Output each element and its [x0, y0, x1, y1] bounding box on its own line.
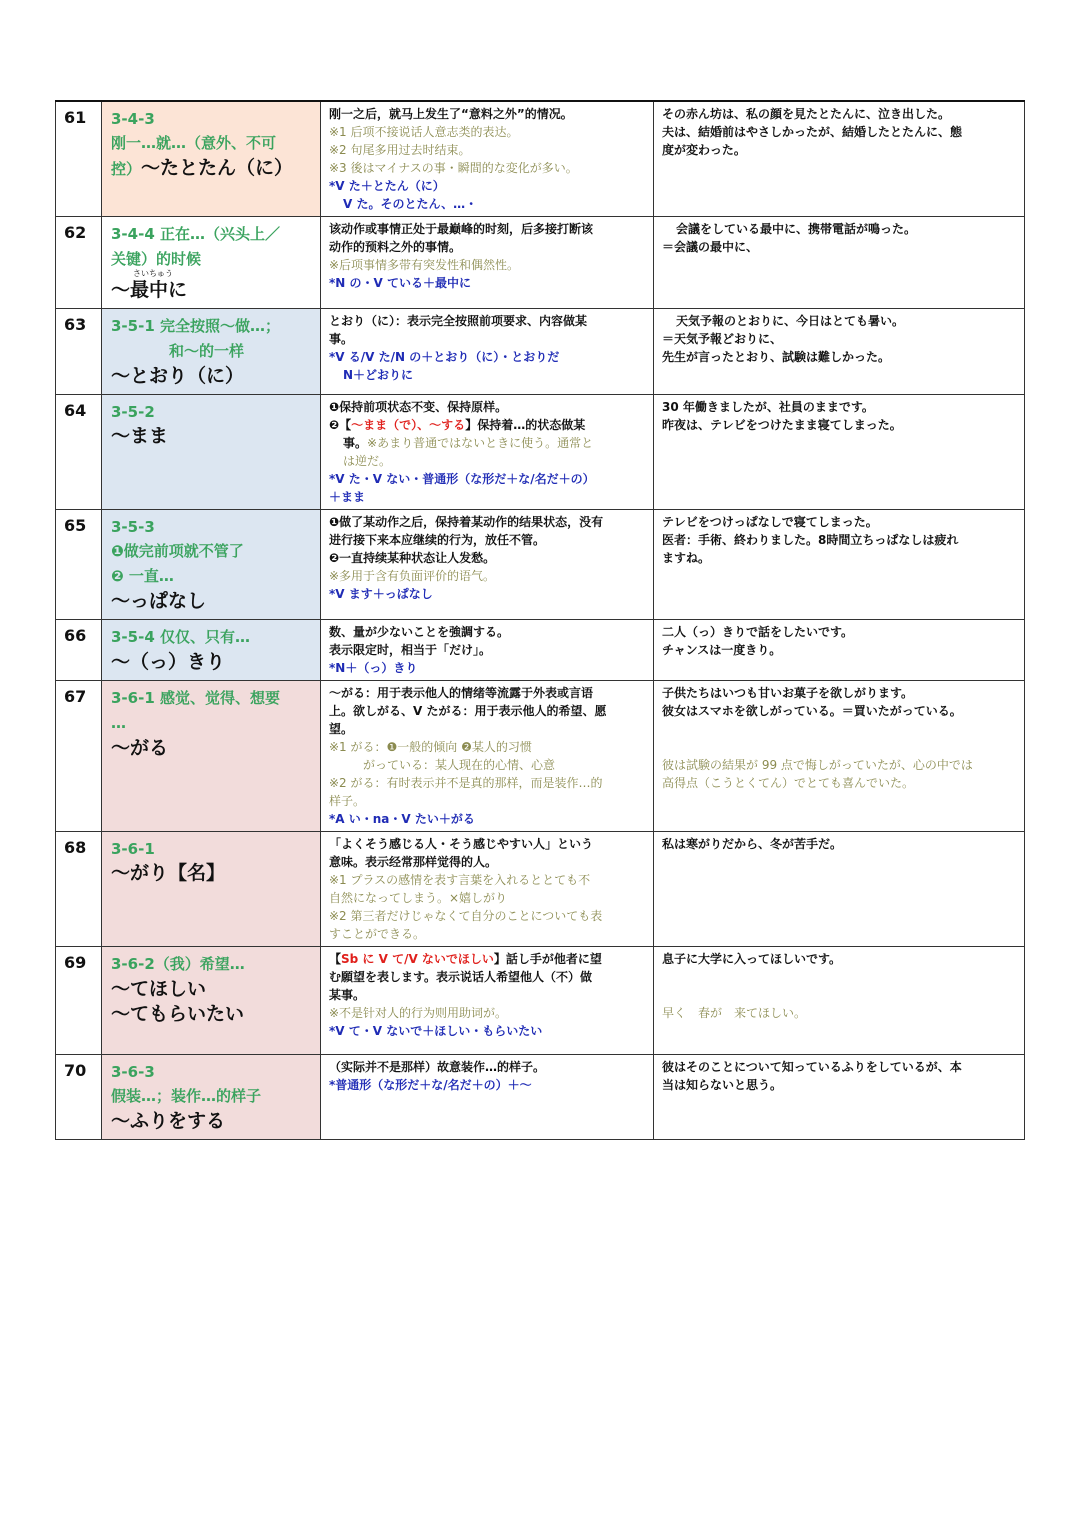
- explanation-cell: [321, 947, 654, 1055]
- example-line: 昨夜は、テレビをつけたまま寝てしまった。: [662, 418, 902, 432]
- grammar-form: [111, 156, 311, 182]
- grammar-meaning: 假装…；装作…的样子: [111, 1087, 262, 1105]
- spacer: [662, 968, 1016, 1004]
- explanation-line: [329, 950, 645, 968]
- usage-line: *V る/V た/N の＋とおり（に）・とおりだ: [329, 350, 560, 364]
- row-number: 65: [56, 510, 102, 620]
- note-text: ※あまり普通ではないときに使う。通常と: [367, 436, 594, 450]
- usage-line: *V た＋とたん（に）: [329, 179, 445, 193]
- example-line: 会議をしている最中に、携帯電話が鳴った。: [676, 222, 917, 236]
- example-line: 息子に大学に入ってほしいです。: [662, 952, 842, 966]
- example-cell: [654, 510, 1025, 620]
- example-line: 彼は試験の結果が 99 点で悔しがっていたが、心の中では: [662, 758, 973, 772]
- grammar-code: 3-6-1: [111, 689, 155, 707]
- highlight-pattern: ～まま（で）、～する: [351, 418, 466, 432]
- usage-line: *A い・na・V たい＋がる: [329, 812, 475, 826]
- example-line: 彼はそのことについて知っているふりをしているが、本: [662, 1060, 962, 1074]
- example-line: 先生が言ったとおり、試験は難しかった。: [662, 350, 891, 364]
- example-cell: [654, 832, 1025, 947]
- grammar-meaning-text: 完全按照～做…；: [160, 317, 281, 335]
- grammar-form: [111, 269, 311, 303]
- explanation-line: 某事。: [329, 988, 366, 1002]
- explanation-line: 表示限定时，相当于「だけ」。: [329, 643, 492, 657]
- explanation-text: 】話し手が他者に望: [493, 952, 602, 966]
- spacer: [662, 720, 1016, 756]
- grammar-cell: [102, 620, 321, 681]
- grammar-code: 3-4-3: [111, 110, 155, 128]
- note-line: ※1 がる：❶一般的倾向 ❷某人的习惯: [329, 740, 532, 754]
- explanation-line: とおり（に）：表示完全按照前项要求、内容做某: [329, 314, 588, 328]
- explanation-line: [329, 416, 645, 434]
- example-line: 30 年働きましたが、社員のままです。: [662, 400, 874, 414]
- grammar-meaning: …: [111, 714, 126, 732]
- grammar-pattern: ～まま: [111, 425, 169, 447]
- row-number: 64: [56, 395, 102, 510]
- example-cell: [654, 620, 1025, 681]
- explanation-cell: [321, 309, 654, 395]
- grammar-code: 3-4-4: [111, 225, 155, 243]
- explanation-line: 事。: [329, 332, 354, 346]
- table-row: [56, 620, 1025, 681]
- example-cell: [654, 681, 1025, 832]
- example-cell: [654, 309, 1025, 395]
- grammar-meaning: [111, 222, 311, 247]
- usage-line: *普通形（な形だ＋な/名だ＋の）＋～: [329, 1078, 532, 1092]
- explanation-cell: [321, 510, 654, 620]
- explanation-line: 进行接下来本应继续的行为，放任不管。: [329, 533, 546, 547]
- explanation-line: 刚一之后，就马上发生了“意料之外”的情况。: [329, 107, 573, 121]
- example-cell: [654, 1055, 1025, 1140]
- note-line: 样子。: [329, 794, 366, 808]
- grammar-meaning: ❷ 一直…: [111, 567, 174, 585]
- note-line: ※多用于含有负面评价的语气。: [329, 569, 496, 583]
- usage-line: *V て・V ないで＋ほしい・もらいたい: [329, 1024, 543, 1038]
- note-line: すことができる。: [329, 927, 426, 941]
- grammar-meaning-text: （我）希望…: [154, 955, 245, 973]
- table-row: [56, 395, 1025, 510]
- usage-line: *N の・V ている＋最中に: [329, 276, 471, 290]
- grammar-cell: [102, 101, 321, 217]
- note-line: ※1 プラスの感情を表す言葉を入れるととても不: [329, 873, 591, 887]
- explanation-text: 】保持着…的状态做某: [465, 418, 586, 432]
- grammar-meaning: [111, 625, 311, 650]
- example-line: 高得点（こうとくてん）でとても喜んでいた。: [662, 776, 915, 790]
- example-line: 私は寒がりだから、冬が苦手だ。: [662, 837, 843, 851]
- example-line: 医者：手術、終わりました。8時間立ちっぱなしは疲れ: [662, 533, 959, 547]
- table-row: [56, 1055, 1025, 1140]
- table-row: [56, 832, 1025, 947]
- example-line: 度が変わった。: [662, 143, 746, 157]
- example-line: ＝天気予報どおりに、: [662, 332, 783, 346]
- grammar-code: 3-6-3: [111, 1063, 155, 1081]
- grammar-pattern: ～がり【名】: [111, 862, 226, 884]
- table-row: [56, 510, 1025, 620]
- grammar-pattern: ～最中に: [111, 279, 188, 301]
- note-line: ※2 句尾多用过去时结束。: [329, 143, 471, 157]
- note-line: ※3 後はマイナスの事・瞬間的な変化が多い。: [329, 161, 578, 175]
- usage-line: *V た・V ない・普通形（な形だ＋な/名だ＋の）: [329, 472, 595, 486]
- grammar-meaning-text: 正在…（兴头上／: [160, 225, 281, 243]
- grammar-code: 3-5-2: [111, 403, 155, 421]
- grammar-pattern: ～ふりをする: [111, 1110, 226, 1132]
- note-line: ※2 がる：有时表示并不是真的那样，而是装作…的: [329, 776, 603, 790]
- grammar-cell: [102, 681, 321, 832]
- grammar-code: 3-6-2: [111, 955, 155, 973]
- explanation-line: 上。欲しがる、V たがる：用于表示他人的希望、愿: [329, 704, 607, 718]
- grammar-code: 3-5-3: [111, 518, 155, 536]
- row-number: 66: [56, 620, 102, 681]
- note-line: ※2 第三者だけじゃなくて自分のことについても表: [329, 909, 603, 923]
- explanation-line: ❶保持前项状态不变、保持原样。: [329, 400, 508, 414]
- explanation-cell: [321, 101, 654, 217]
- grammar-table: [55, 100, 1025, 1140]
- grammar-pattern: ～とおり（に）: [111, 365, 245, 387]
- grammar-cell: [102, 395, 321, 510]
- explanation-line: 望。: [329, 722, 354, 736]
- grammar-meaning: [111, 686, 311, 711]
- explanation-cell: [321, 681, 654, 832]
- row-number: 63: [56, 309, 102, 395]
- grammar-pattern: ～てほしい: [111, 978, 207, 1000]
- example-cell: [654, 101, 1025, 217]
- explanation-line: ～がる：用于表示他人的情绪等流露于外表或言语: [329, 686, 594, 700]
- explanation-line: （实际并不是那样）故意装作…的样子。: [329, 1060, 546, 1074]
- grammar-code: 3-5-1: [111, 317, 155, 335]
- example-line: ＝会議の最中に、: [662, 240, 759, 254]
- usage-line: *V ます＋っぱなし: [329, 587, 433, 601]
- bracket-open: ❷【: [329, 418, 352, 432]
- note-line: ※1 后项不接说话人意志类的表达。: [329, 125, 519, 139]
- grammar-pattern: ～たとたん（に）: [141, 157, 294, 179]
- example-line: 天気予報のとおりに、今日はとても暑い。: [676, 314, 905, 328]
- example-line: 当は知らないと思う。: [662, 1078, 783, 1092]
- grammar-meaning: 刚一…就…（意外、不可: [111, 134, 277, 152]
- example-cell: [654, 217, 1025, 309]
- grammar-cell: [102, 947, 321, 1055]
- grammar-meaning: 控）: [111, 160, 142, 178]
- grammar-meaning: ❶做完前项就不管了: [111, 542, 244, 560]
- bracket-open: 【: [329, 952, 342, 966]
- row-number: 61: [56, 101, 102, 217]
- explanation-cell: [321, 1055, 654, 1140]
- example-line: その赤ん坊は、私の顔を見たとたんに、泣き出した。: [662, 107, 951, 121]
- grammar-pattern: ～（っ）きり: [111, 651, 226, 673]
- ruby-reading: さいちゅう: [133, 269, 173, 278]
- note-line: は逆だ。: [343, 454, 392, 468]
- note-line: 自然になってしまう。×嬉しがり: [329, 891, 508, 905]
- row-number: 68: [56, 832, 102, 947]
- grammar-cell: [102, 1055, 321, 1140]
- grammar-pattern: ～がる: [111, 737, 169, 759]
- table-row: [56, 681, 1025, 832]
- note-line: ※后项事情多带有突发性和偶然性。: [329, 258, 520, 272]
- grammar-code: 3-6-1: [111, 840, 155, 858]
- grammar-meaning-text: 仅仅、只有…: [160, 628, 251, 646]
- usage-line: *N＋（っ）きり: [329, 661, 418, 675]
- note-line: ※不是针对人的行为则用助词が。: [329, 1006, 508, 1020]
- grammar-cell: [102, 309, 321, 395]
- example-line: テレビをつけっぱなしで寝てしまった。: [662, 515, 878, 529]
- grammar-meaning: [111, 314, 311, 339]
- explanation-line: 该动作或事情正处于最巅峰的时刻，后多接打断该: [329, 222, 594, 236]
- example-line: 彼女はスマホを欲しがっている。＝買いたがっている。: [662, 704, 962, 718]
- usage-line: ＋まま: [329, 490, 366, 504]
- explanation-cell: [321, 395, 654, 510]
- highlight-pattern: Sb に V て/V ないでほしい: [341, 952, 494, 966]
- row-number: 70: [56, 1055, 102, 1140]
- row-number: 62: [56, 217, 102, 309]
- grammar-meaning: 和～的一样: [169, 342, 245, 360]
- explanation-line: [329, 434, 645, 452]
- table-row: [56, 217, 1025, 309]
- example-cell: [654, 947, 1025, 1055]
- example-line: 夫は、結婚前はやさしかったが、結婚したとたんに、態: [662, 125, 963, 139]
- explanation-line: 「よくそう感じる人・そう感じやすい人」という: [329, 837, 594, 851]
- explanation-line: ❷一直持续某种状态让人发愁。: [329, 551, 496, 565]
- example-cell: [654, 395, 1025, 510]
- explanation-cell: [321, 217, 654, 309]
- explanation-line: 意味。表示经常那样觉得的人。: [329, 855, 498, 869]
- table-row: [56, 947, 1025, 1055]
- row-number: 67: [56, 681, 102, 832]
- explanation-text: 事。: [343, 436, 368, 450]
- example-line: 早く 春が 来てほしい。: [662, 1006, 807, 1020]
- explanation-line: む願望を表します。表示说话人希望他人（不）做: [329, 970, 593, 984]
- grammar-cell: [102, 832, 321, 947]
- grammar-cell: [102, 510, 321, 620]
- row-number: 69: [56, 947, 102, 1055]
- explanation-line: 数、量が少ないことを強調する。: [329, 625, 510, 639]
- explanation-line: ❶做了某动作之后，保持着某动作的结果状态，没有: [329, 515, 604, 529]
- example-line: 子供たちはいつも甘いお菓子を欲しがります。: [662, 686, 914, 700]
- example-line: ますね。: [662, 551, 711, 565]
- explanation-cell: [321, 620, 654, 681]
- example-line: チャンスは一度きり。: [662, 643, 782, 657]
- grammar-code: 3-5-4: [111, 628, 155, 646]
- grammar-pattern: ～てもらいたい: [111, 1003, 245, 1025]
- usage-line: V た。そのとたん、…・: [343, 197, 478, 211]
- grammar-meaning: 关键）的时候: [111, 250, 202, 268]
- note-line: がっている：某人现在的心情、心意: [363, 758, 556, 772]
- example-line: 二人（っ）きりで話をしたいです。: [662, 625, 854, 639]
- grammar-cell: [102, 217, 321, 309]
- grammar-pattern: ～っぱなし: [111, 590, 207, 612]
- table-row: [56, 309, 1025, 395]
- grammar-meaning-text: 感觉、觉得、想要: [160, 689, 281, 707]
- explanation-cell: [321, 832, 654, 947]
- table-row: [56, 101, 1025, 217]
- grammar-meaning: [111, 952, 311, 977]
- explanation-line: 动作的预料之外的事情。: [329, 240, 462, 254]
- usage-line: N＋どおりに: [343, 368, 414, 382]
